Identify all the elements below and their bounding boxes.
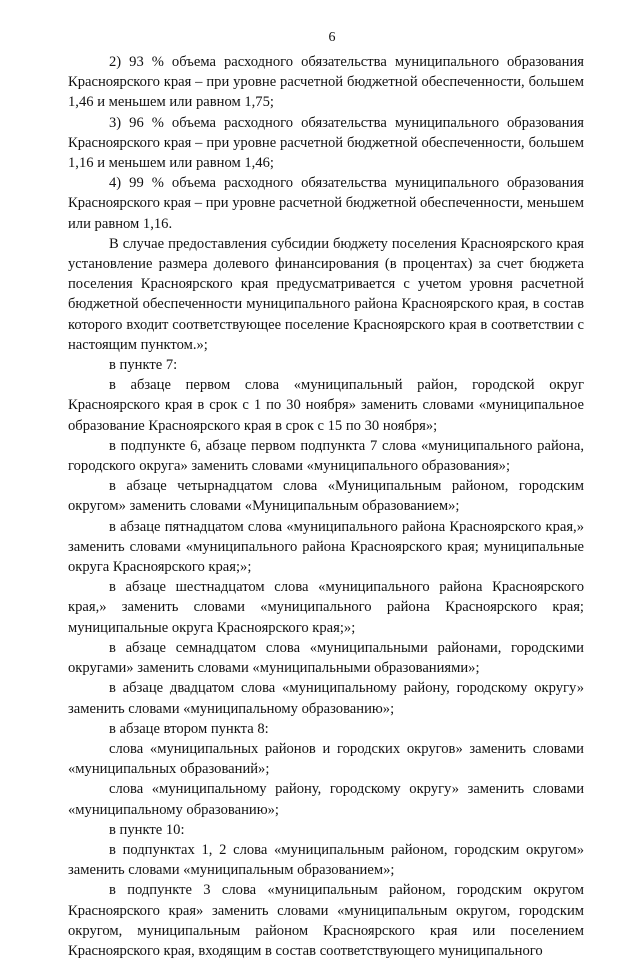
paragraph-p10-subpoints-1-2: в подпунктах 1, 2 слова «муниципальным районом, городским округом» заменить словами «муниципальным образованием»; [68,841,584,879]
document-page [68,28,584,961]
paragraph-item-3: 3) 96 % объема расходного обязательства муниципального образования Красноярского края – при уровне расчетной бюджетной обеспеченности, большем 1,16 и меньшем или равном 1,46; [68,114,584,172]
paragraph-p7-abzac-14: в абзаце четырнадцатом слова «Муниципальным районом, городским округом» заменить словами «Муниципальным образованием»; [68,478,584,515]
paragraph-p7-subpoint-6: в подпункте 6, абзаце первом подпункта 7 слова «муниципального района, городского округа» заменить словами «муниципального образования»; [68,437,584,475]
paragraph-point-7: в пункте 7: [109,357,178,374]
paragraph-p7-abzac-17: в абзаце семнадцатом слова «муниципальными районами, городскими округами» заменить словами «муниципальными образованиями»; [68,639,584,677]
paragraph-point-8: в абзаце втором пункта 8: [109,720,269,737]
paragraph-point-10: в пункте 10: [109,821,185,838]
paragraph-item-2: 2) 93 % объема расходного обязательства муниципального образования Красноярского края – при уровне расчетной бюджетной обеспеченности, большем 1,46 и меньшем или равном 1,75; [68,54,584,111]
paragraph-p7-abzac-16: в абзаце шестнадцатом слова «муниципального района Красноярского края,» заменить словами «муниципального района Красноярского края; муниципальные округа Красноярского края;»; [68,579,584,636]
paragraph-p8-replace-2: слова «муниципальному району, городскому округу» заменить словами «муниципальному образованию»; [68,781,584,818]
paragraph-p10-subpoint-3: в подпункте 3 слова «муниципальным районом, городским округом Красноярского края» заменить словами «муниципальным округом, городским округом, муниципальным районом Красноярского края или поселением Красноярского края, входящим в состав соответствующего муниципального [68,882,584,959]
page-number: 6 [328,30,336,45]
paragraph-p7-abzac-20: в абзаце двадцатом слова «муниципальному району, городскому округу» заменить словами «муниципальному образованию»; [68,680,584,717]
paragraph-p7-abzac-15: в абзаце пятнадцатом слова «муниципального района Красноярского края,» заменить словами «муниципального района Красноярского края; муниципальные округа Красноярского края;»; [68,518,584,576]
paragraph-p8-replace-1: слова «муниципальных районов и городских округов» заменить словами «муниципальных образований»; [68,740,584,778]
paragraph-subsidy-settlement: В случае предоставления субсидии бюджету поселения Красноярского края установление размера долевого финансирования (в процентах) за счет бюджета поселения Красноярского края предусматривается с учетом уровня расчетной бюджетной обеспеченности муниципального района Красноярского края, в состав которого входит соответствующее поселение Красноярского края в соответствии с настоящим пунктом.»; [68,235,584,353]
paragraph-item-4: 4) 99 % объема расходного обязательства муниципального образования Красноярского края – при уровне расчетной бюджетной обеспеченности, меньшем или равном 1,16. [68,175,584,232]
paragraph-p7-first-abzac: в абзаце первом слова «муниципальный район, городской округ Красноярского края в срок с 1 по 30 ноября» заменить словами «муниципальное образование Красноярского края в срок с 15 по 30 ноября»; [68,377,584,434]
